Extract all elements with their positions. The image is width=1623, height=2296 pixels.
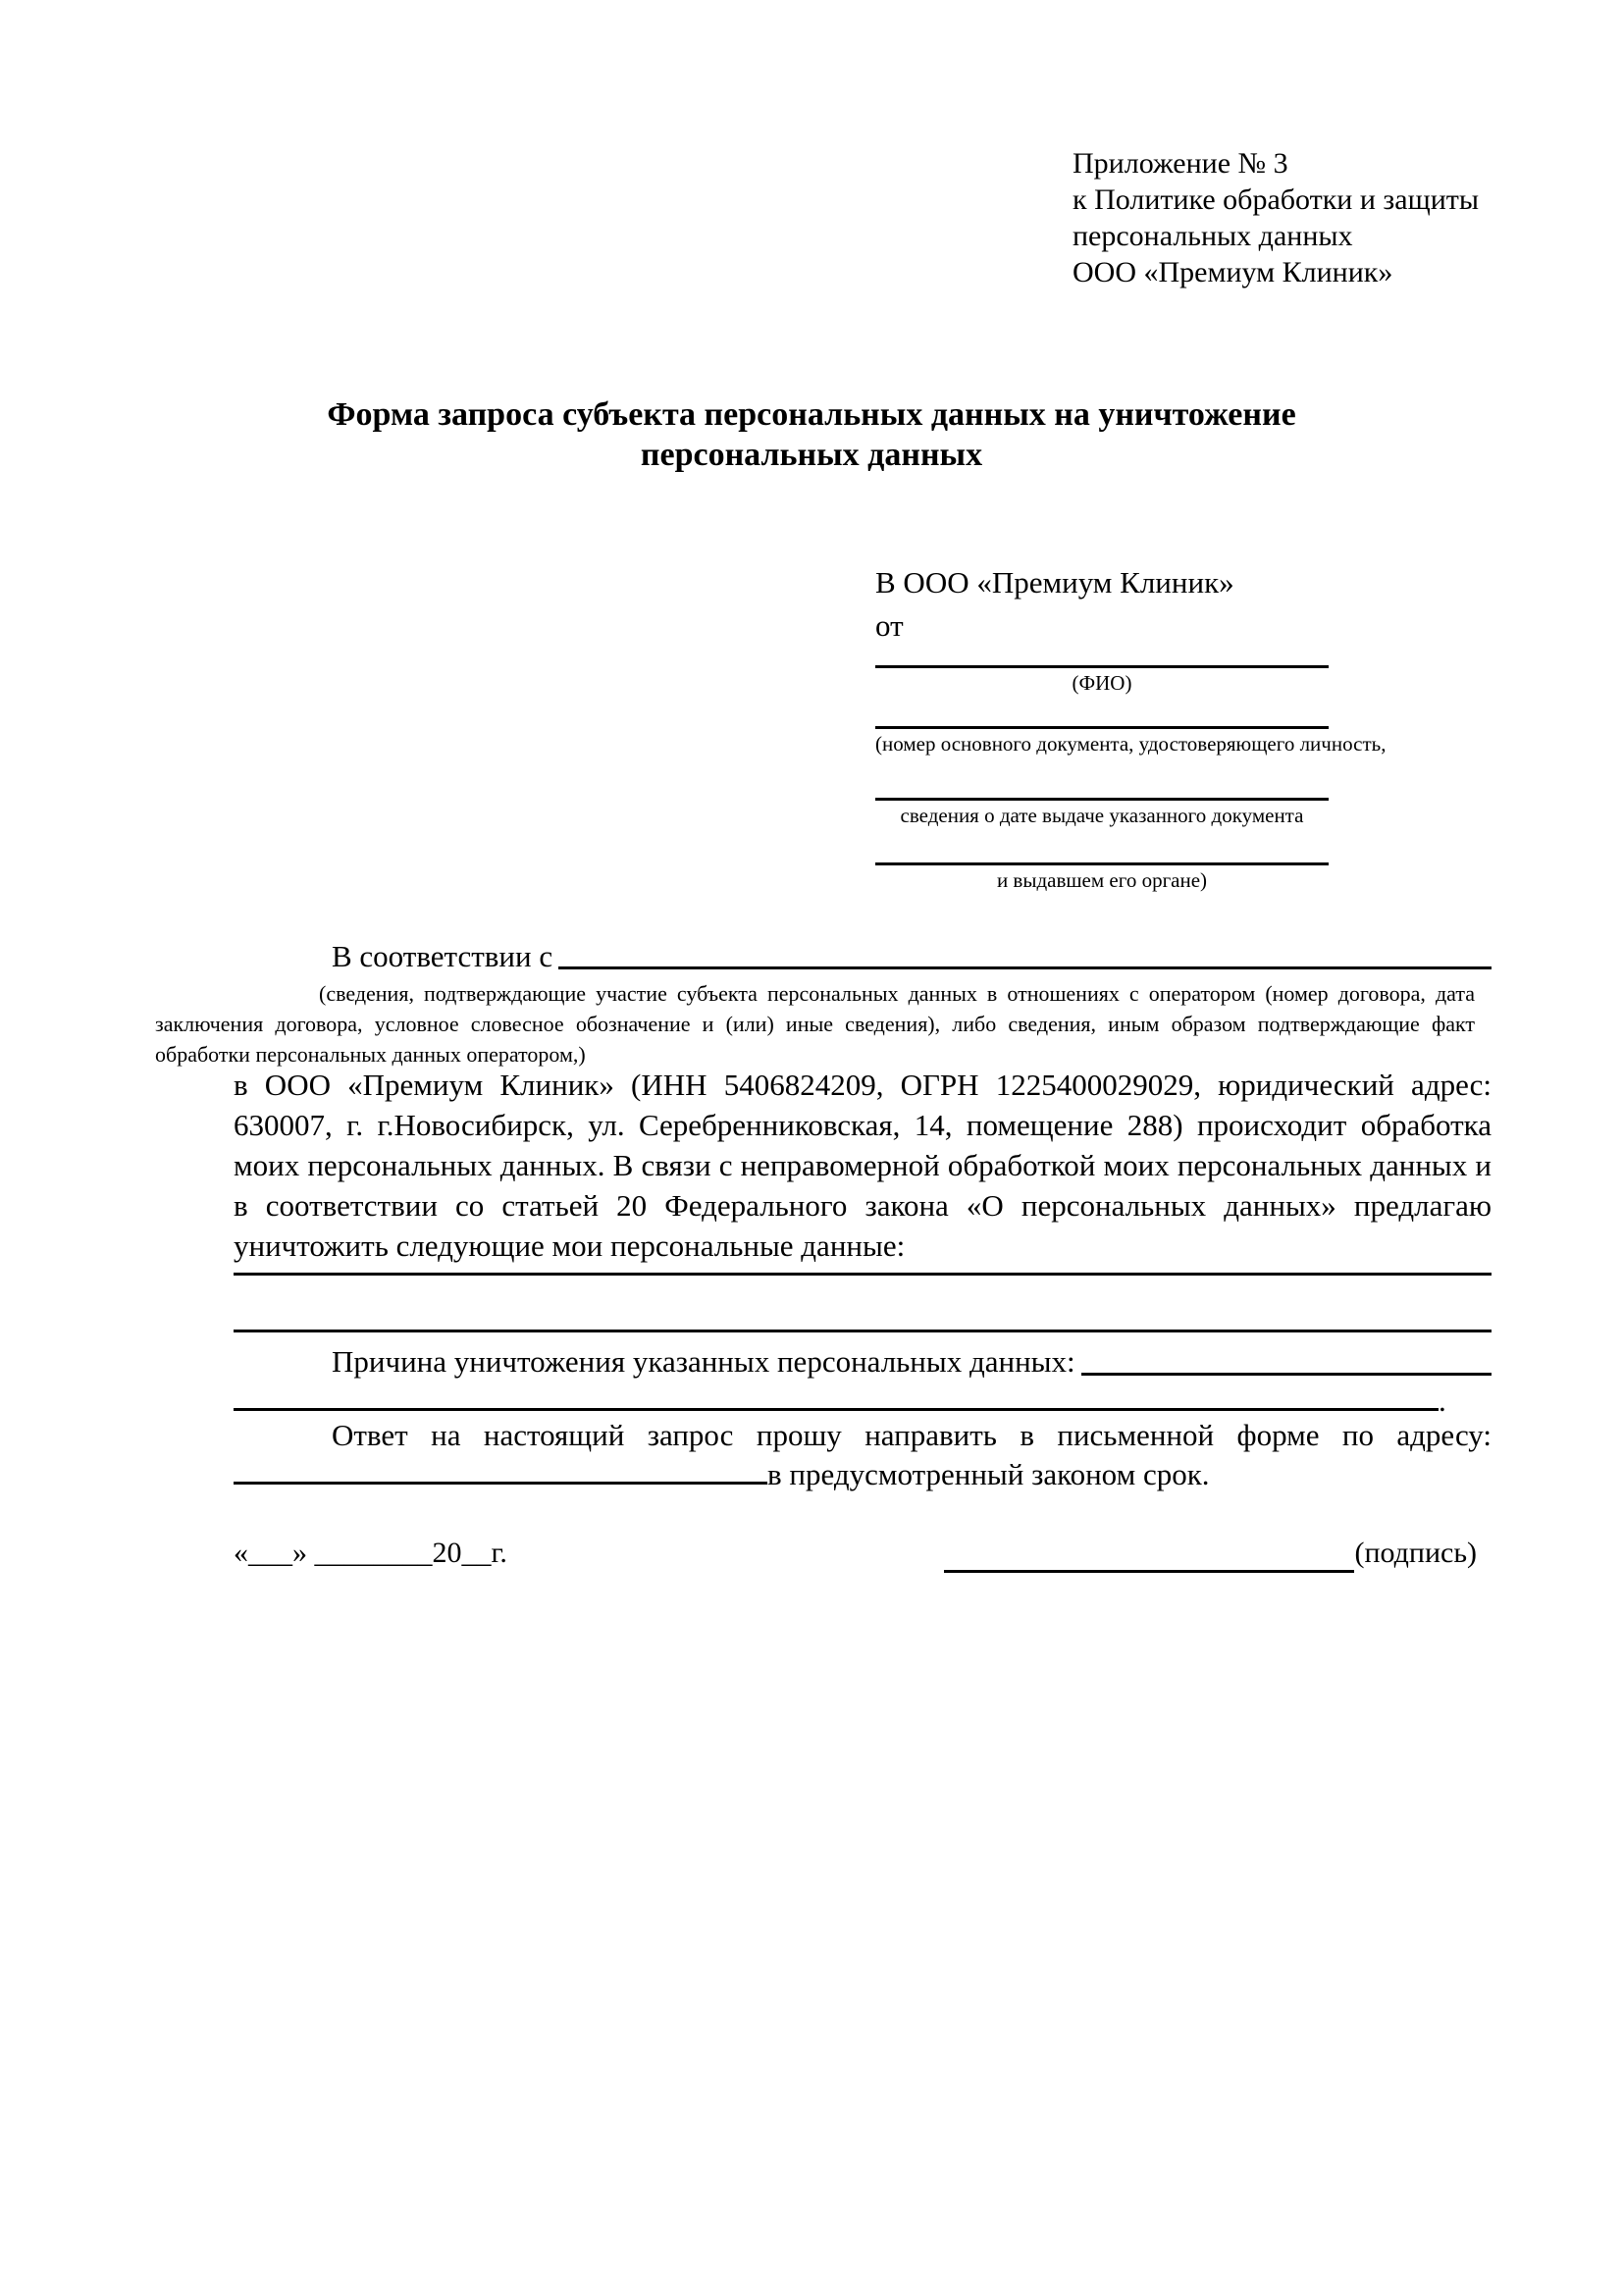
main-paragraph: в ООО «Премиум Клиник» (ИНН 5406824209, ОГРН 1225400029029, юридический адрес: 630007, г. г.Новосибирск, ул. Серебренниковская, 14, помещение 288) происходит обработка моих персональных данных. В связи с неправомерной обработкой моих персональных данных и в соответствии со статьей 20 Федерального закона «О персональных данных» предлагаю уничтожить следующие мои персональные данные: (234, 1068, 1492, 1263)
document-title-line: персональных данных (640, 437, 983, 473)
doc-issuer-caption: и выдавшем его органе) (996, 868, 1208, 892)
response-tail: в предусмотренный законом срок. (767, 1457, 1210, 1491)
reason-label: Причина уничтожения указанных персональных данных: (332, 1344, 1075, 1379)
accordance-note: (сведения, подтверждающие участие субъекта персональных данных в отношениях с оператором (номер договора, дата заключения договора, условное словесное обозначение и (или) иные сведения), либо сведения, иным образом подтверждающие факт обработки персональных данных оператором,) (155, 981, 1475, 1067)
footer-row (234, 1534, 1477, 1573)
doc-issue-date-blank-line (875, 757, 1329, 801)
fio-caption: (ФИО) (1072, 671, 1132, 695)
document-title (0, 394, 1623, 475)
response-lead: Ответ на настоящий запрос прошу направить в письменной форме по адресу: (332, 1418, 1492, 1452)
accordance-paragraph (234, 938, 1492, 975)
addressee-block (875, 561, 1387, 893)
appendix-line: к Политике обработки и защиты (1073, 183, 1480, 216)
addressee-to: В ООО «Премиум Клиник» (875, 565, 1234, 600)
appendix-block (1073, 145, 1544, 290)
accordance-blank-line (558, 938, 1492, 969)
doc-number-caption: (номер основного документа, удостоверяющего личность, (875, 732, 1387, 756)
fio-blank-line (875, 648, 1329, 668)
reason-continuation-blank-line (234, 1388, 1439, 1411)
signature-group (944, 1534, 1477, 1573)
doc-issue-date-caption: сведения о дате выдаче указанного документа (900, 804, 1304, 827)
doc-issuer-blank-line (875, 828, 1329, 865)
reason-terminator: . (1439, 1383, 1446, 1418)
appendix-line: персональных данных (1073, 220, 1353, 252)
doc-number-blank-line (875, 696, 1329, 729)
appendix-line: Приложение № 3 (1073, 147, 1288, 180)
reason-blank-line (1081, 1342, 1492, 1376)
accordance-label: В соответствии с (332, 939, 553, 973)
personal-data-blank-line-2 (234, 1330, 1492, 1332)
reason-paragraph (234, 1342, 1492, 1421)
signature-caption: (подпись) (1354, 1537, 1477, 1569)
document-title-line: Форма запроса субъекта персональных данных на уничтожение (327, 396, 1296, 433)
personal-data-blank-line-1 (234, 1273, 1492, 1276)
address-blank-line (234, 1456, 767, 1485)
response-paragraph (234, 1416, 1492, 1494)
signature-blank-line (944, 1537, 1354, 1573)
appendix-line: ООО «Премиум Клиник» (1073, 256, 1393, 288)
addressee-from: от (875, 608, 904, 643)
date-placeholder: «___» ________20__г. (234, 1537, 507, 1569)
